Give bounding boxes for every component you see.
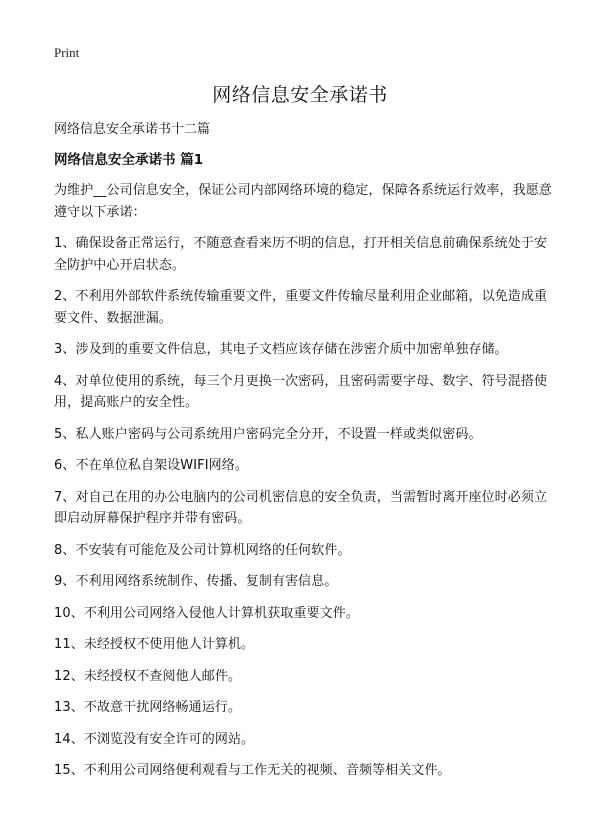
pledge-item-8: 8、不安装有可能危及公司计算机网络的任何软件。 xyxy=(54,542,351,558)
pledge-item-12: 12、未经授权不查阅他人邮件。 xyxy=(54,668,242,684)
document-title: 网络信息安全承诺书 xyxy=(212,84,388,106)
pledge-item-2: 2、不利用外部软件系统传输重要文件，重要文件传输尽量利用企业邮箱，以免造成重要文件、数据泄漏。 xyxy=(54,289,548,326)
pledge-item-5: 5、私人账户密码与公司系统用户密码完全分开，不设置一样或类似密码。 xyxy=(54,426,482,442)
pledge-item-9: 9、不利用网络系统制作、传播、复制有害信息。 xyxy=(54,574,338,589)
pledge-item-1: 1、确保设备正常运行，不随意查看来历不明的信息，打开相关信息前确保系统处于安全防护中心开启状态。 xyxy=(54,236,548,273)
intro-paragraph: 为维护__公司信息安全，保证公司内部网络环境的稳定，保障各系统运行效率，我愿意遵守以下承诺： xyxy=(54,183,552,220)
pledge-item-6: 6、不在单位私自架设WIFI网络。 xyxy=(54,458,248,473)
pledge-item-14: 14、不浏览没有安全许可的网站。 xyxy=(54,731,255,747)
pledge-item-11: 11、未经授权不使用他人计算机。 xyxy=(54,637,255,652)
pledge-item-10: 10、不利用公司网络入侵他人计算机获取重要文件。 xyxy=(54,605,359,621)
pledge-item-4: 4、对单位使用的系统，每三个月更换一次密码，且密码需要字母、数字、符号混搭使用，提高账户的安全性。 xyxy=(54,373,548,410)
document-body xyxy=(54,120,554,792)
pledge-item-3: 3、涉及到的重要文件信息，其电子文档应该存储在涉密介质中加密单独存储。 xyxy=(54,342,508,357)
pledge-item-13: 13、不故意干扰网络畅通运行。 xyxy=(54,700,242,715)
pledge-item-7: 7、对自己在用的办公电脑内的公司机密信息的安全负责，当需暂时离开座位时必须立即启动屏幕保护程序并带有密码。 xyxy=(54,489,548,526)
document-subtitle: 网络信息安全承诺书十二篇 xyxy=(54,122,211,137)
print-link[interactable]: Print xyxy=(54,45,80,60)
section-heading: 网络信息安全承诺书 篇1 xyxy=(54,152,204,168)
pledge-item-15: 15、不利用公司网络便利观看与工作无关的视频、音频等相关文件。 xyxy=(54,763,451,778)
